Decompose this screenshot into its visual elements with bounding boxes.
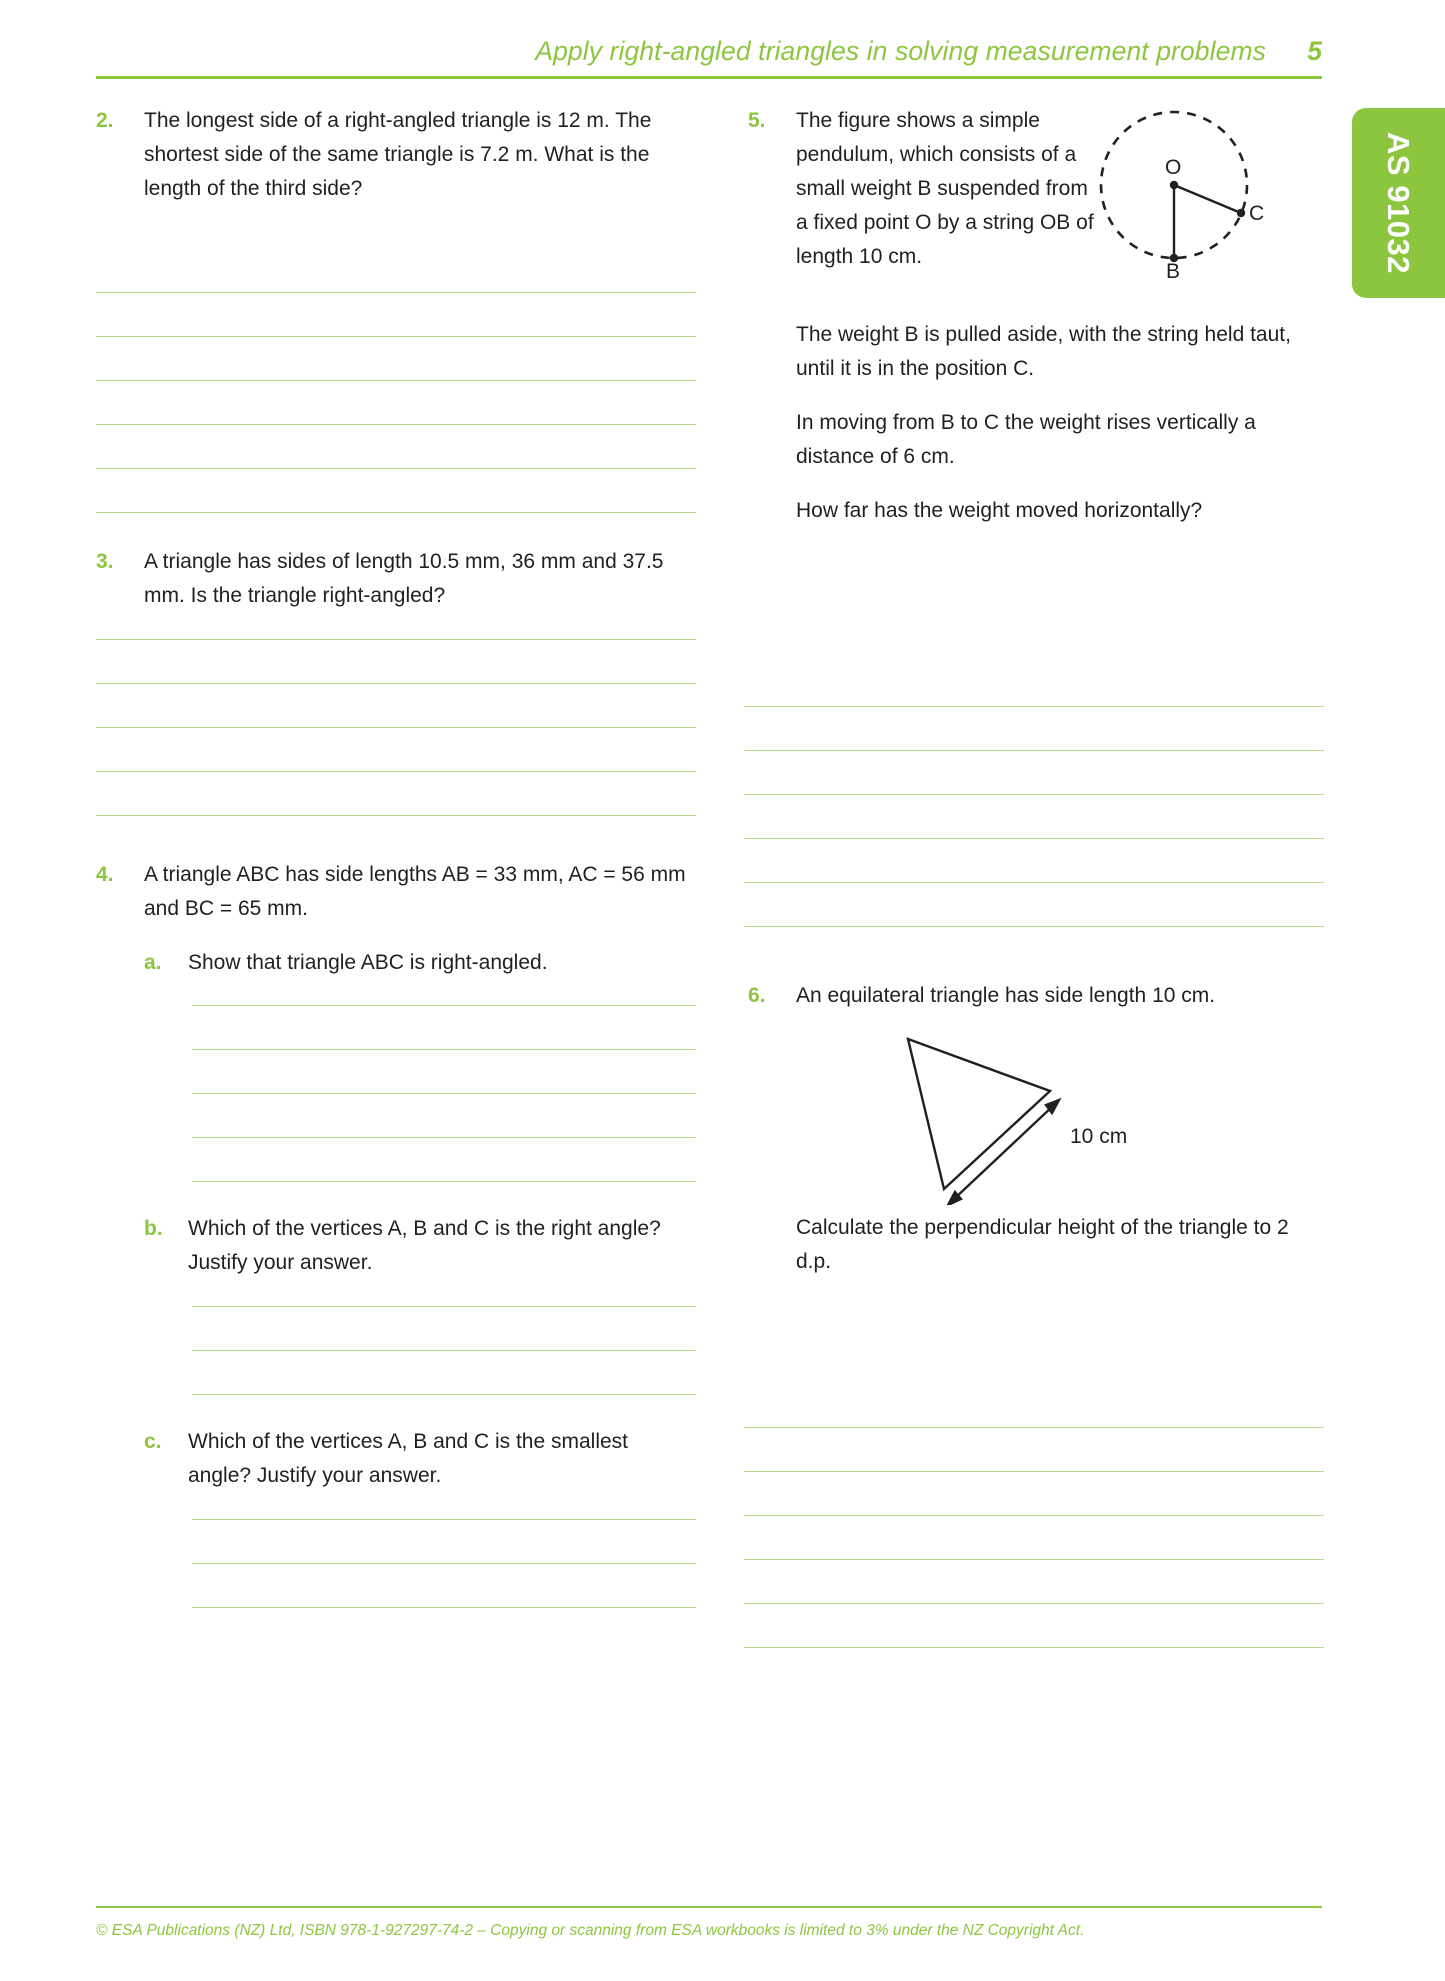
question-2-number: 2. [96,109,114,132]
pendulum-figure [1093,100,1278,280]
question-6 [748,979,1324,1648]
question-3-answer-area[interactable] [96,639,696,816]
question-3 [96,545,696,816]
page-title: Apply right-angled triangles in solving measurement problems [535,36,1266,66]
question-4-part-c [144,1425,696,1493]
question-6-text: An equilateral triangle has side length 10 cm. [796,984,1216,1007]
answer-line[interactable] [192,1394,696,1395]
question-5-number: 5. [748,109,766,132]
question-4-number: 4. [96,863,114,886]
copyright-text: © ESA Publications (NZ) Ltd, ISBN 978-1-927297-74-2 – Copying or scanning from ESA workbooks is limited to 3% under the NZ Copyright Act. [96,1922,1085,1939]
triangle-diagram-svg [860,1025,1160,1205]
standard-code-label: AS 91032 [1381,132,1417,274]
question-5-text: The figure shows a simple pendulum, which consists of a small weight B suspended from a fixed point O by a string OB of length 10 cm. [796,109,1094,268]
part-c-letter: c. [144,1430,162,1453]
answer-line[interactable] [744,926,1324,927]
right-column [748,104,1324,1648]
question-4b-answer-area[interactable] [192,1306,696,1395]
answer-line[interactable] [744,1647,1324,1648]
question-2 [96,104,696,513]
part-b-letter: b. [144,1217,163,1240]
question-2-text: The longest side of a right-angled triangle is 12 m. The shortest side of the same triangle is 7.2 m. What is the length of the third side? [144,109,652,200]
triangle-shape [908,1039,1050,1189]
question-6-number: 6. [748,984,766,1007]
part-c-text: Which of the vertices A, B and C is the smallest angle? Justify your answer. [188,1430,629,1487]
string-oc [1174,185,1241,213]
part-b-text: Which of the vertices A, B and C is the right angle? Justify your answer. [188,1217,661,1274]
part-a-letter: a. [144,951,162,974]
question-5-paragraph-1: The weight B is pulled aside, with the string held taut, until it is in the position C. [796,323,1291,380]
question-4a-answer-area[interactable] [192,1005,696,1182]
answer-line[interactable] [96,815,696,816]
equilateral-triangle-figure [860,1025,1160,1205]
question-5-paragraphs [796,318,1324,528]
question-2-answer-area[interactable] [96,292,696,513]
answer-line[interactable] [96,512,696,513]
pendulum-diagram-svg [1093,100,1278,280]
footer-divider [96,1906,1322,1908]
left-column [96,104,696,1608]
question-6-followup: Calculate the perpendicular height of the triangle to 2 d.p. [796,1216,1289,1273]
point-o-dot [1170,181,1178,189]
standard-code-tab [1352,108,1445,298]
label-b: B [1166,260,1181,280]
question-5-paragraph-3: How far has the weight moved horizontally? [796,499,1203,522]
answer-line[interactable] [192,1181,696,1182]
label-c: C [1249,202,1265,225]
question-5-paragraph-2: In moving from B to C the weight rises vertically a distance of 6 cm. [796,411,1256,468]
triangle-side-label: 10 cm [1070,1125,1128,1148]
page-number: 5 [1307,36,1322,66]
question-4-part-b [144,1212,696,1280]
header-divider [96,76,1322,79]
page-footer [96,1906,1322,1940]
question-6-answer-area[interactable] [744,1427,1324,1648]
page-header [96,36,1322,80]
question-3-text: A triangle has sides of length 10.5 mm, 36 mm and 37.5 mm. Is the triangle right-angled? [144,550,664,607]
question-4c-answer-area[interactable] [192,1519,696,1608]
question-5-answer-area[interactable] [744,706,1324,927]
point-c-dot [1237,209,1245,217]
part-a-text: Show that triangle ABC is right-angled. [188,951,548,974]
question-4-part-a [144,946,696,980]
label-o: O [1165,156,1182,179]
answer-line[interactable] [192,1607,696,1608]
question-4 [96,858,696,1608]
question-3-number: 3. [96,550,114,573]
question-4-text: A triangle ABC has side lengths AB = 33 mm, AC = 56 mm and BC = 65 mm. [144,863,686,920]
